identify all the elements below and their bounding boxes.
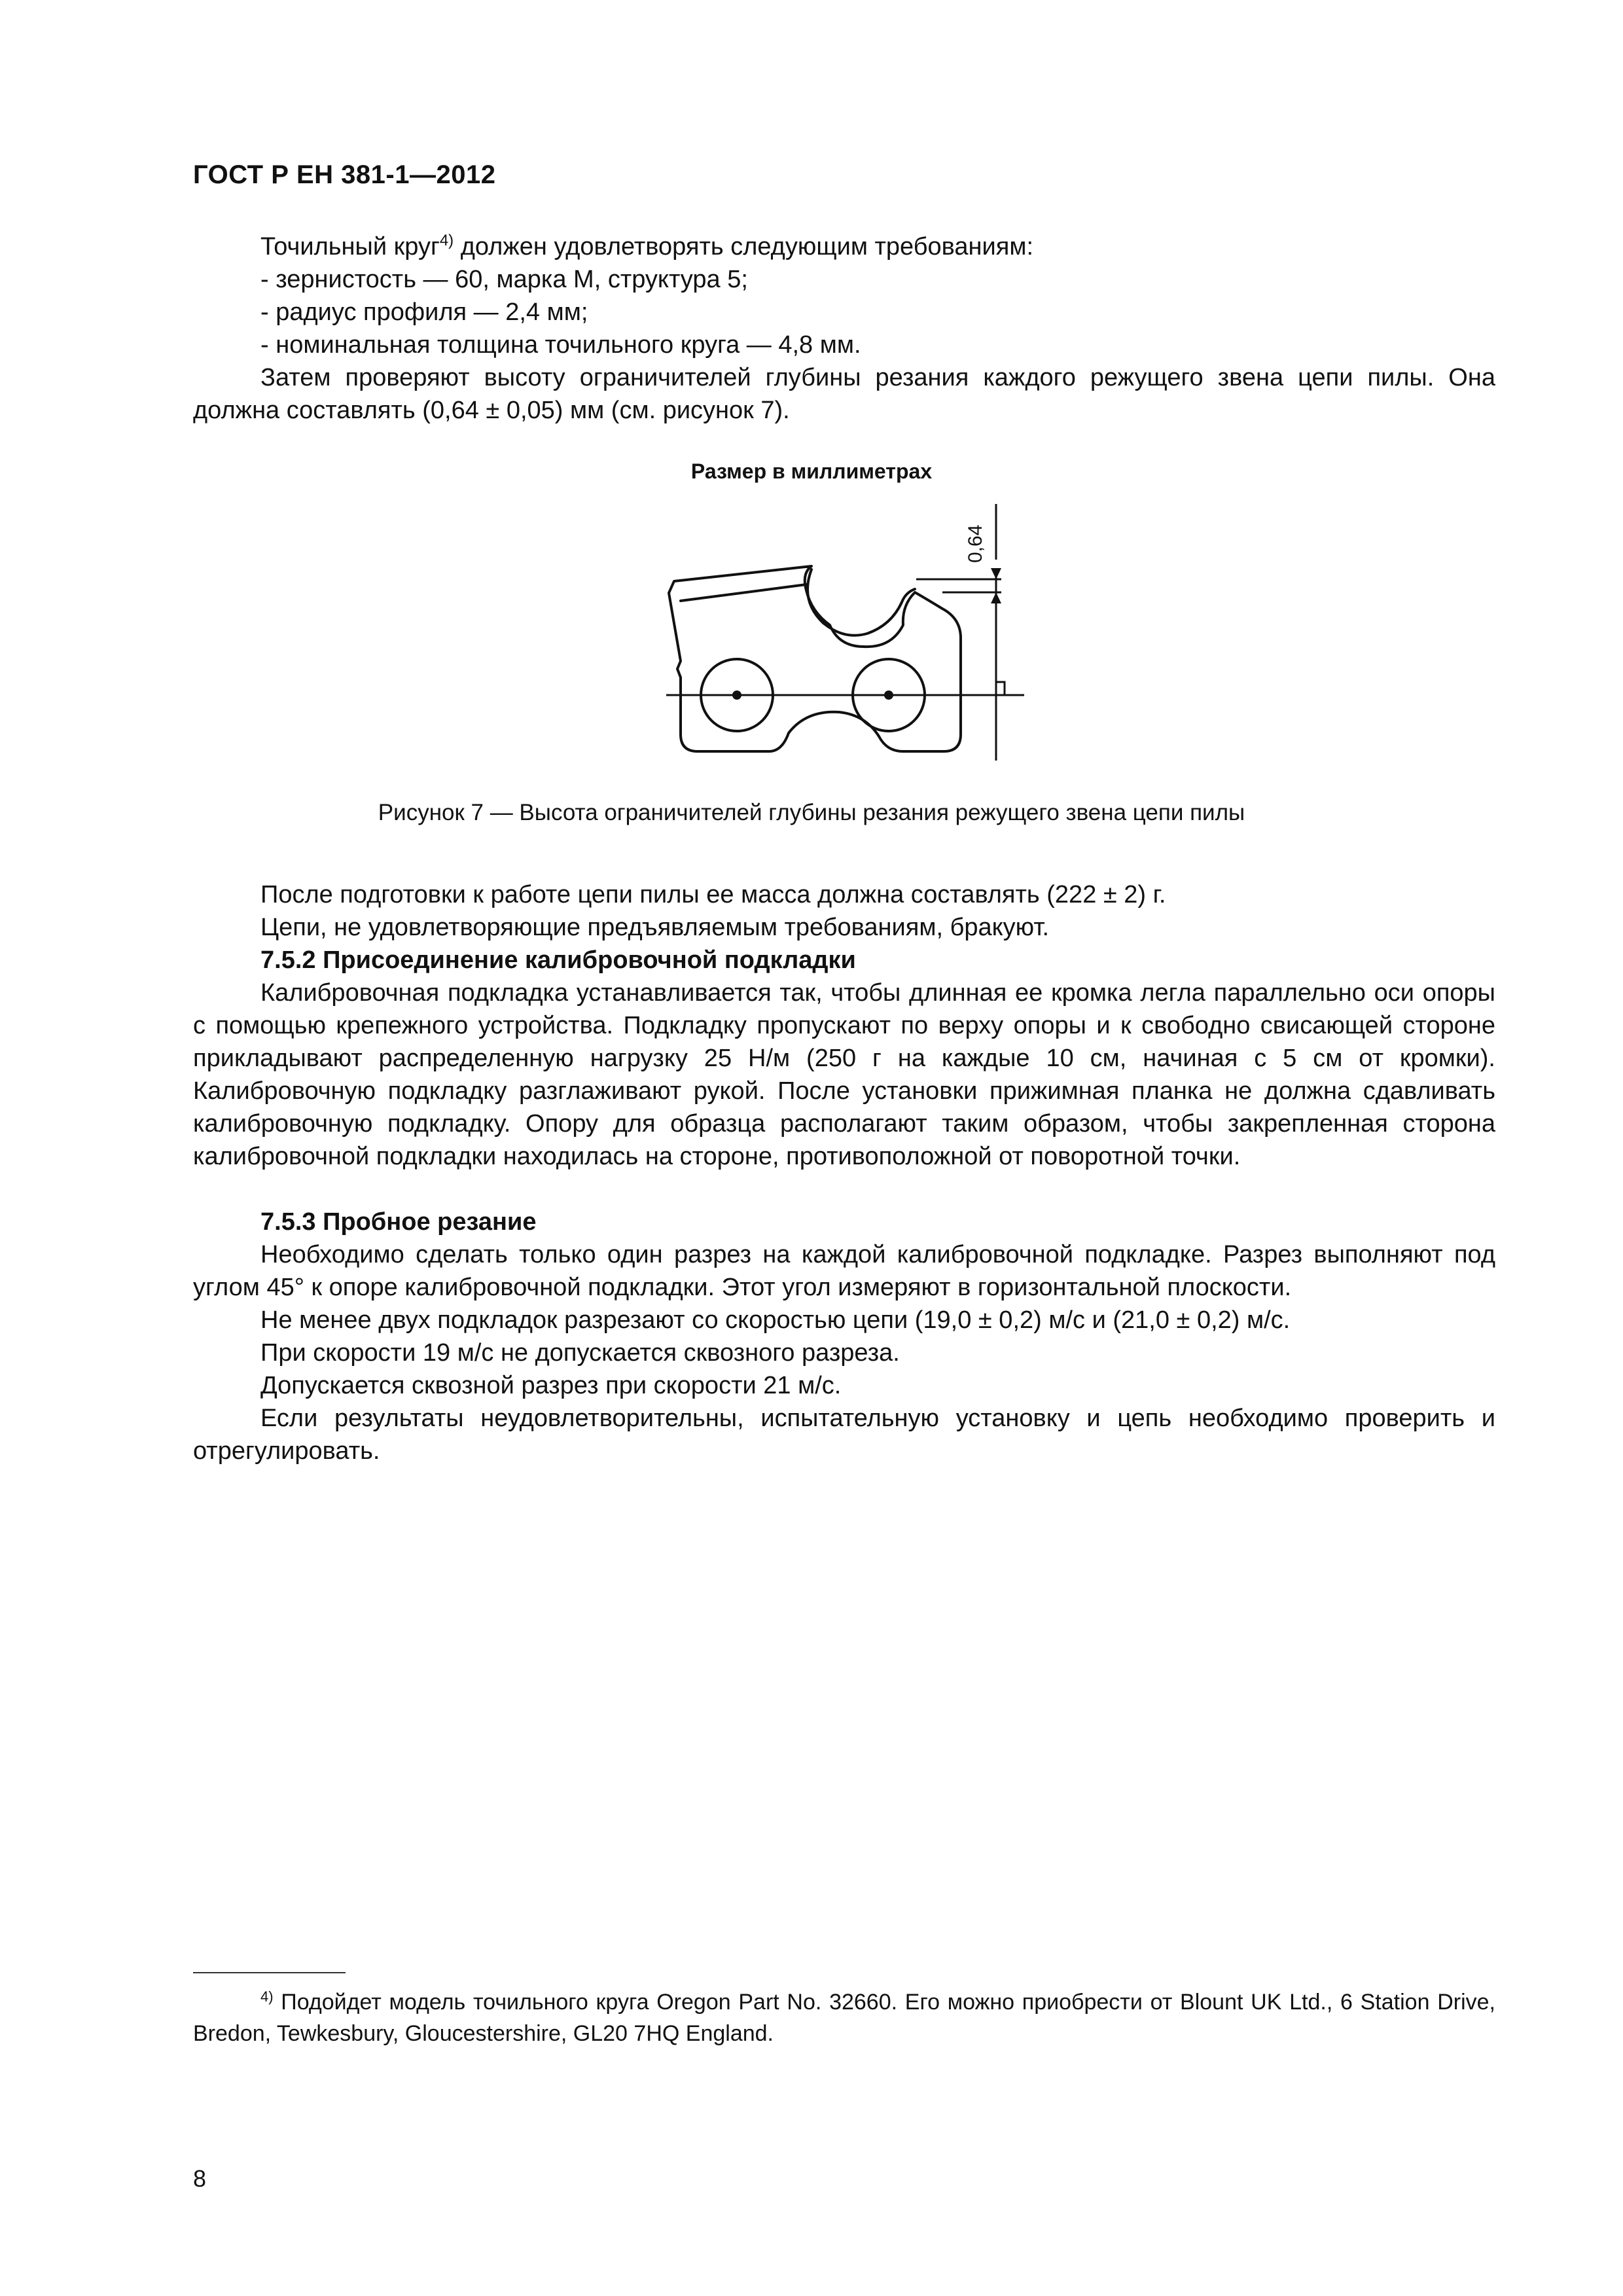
figure-dimension-note: Размер в миллиметрах (690, 459, 933, 483)
dimension-arrow-down (991, 568, 1001, 579)
paragraph-chain-mass: После подготовки к работе цепи пилы ее масса должна составлять (222 ± 2) г. (260, 881, 1166, 908)
footnote-ref: 4) (439, 232, 454, 249)
figure-caption: Рисунок 7 — Высота ограничителей глубины резания режущего звена цепи пилы (378, 800, 1245, 825)
section-heading-7-5-3: 7.5.3 Пробное резание (260, 1208, 537, 1236)
list-item-grit: - зернистость — 60, марка М, структура 5; (260, 266, 748, 293)
cutter-top-edge (681, 584, 806, 601)
section-heading-7-5-2: 7.5.2 Присоединение калибровочной подкладки (260, 946, 856, 974)
footnote (193, 1986, 1495, 2049)
text-wheel: Точильный круг (260, 233, 440, 260)
paragraph-single-cut: Необходимо сделать только один разрез на каждой калибровочной подкладке. Разрез выполняют под углом 45° к опоре калибровочной подкладки. Этот угол измеряют в горизонтальной плоскости. (193, 1241, 1495, 1301)
document-header: ГОСТ Р ЕН 381-1—2012 (193, 160, 496, 189)
dimension-label: 0,64 (965, 524, 986, 563)
figure-cutter-link (0, 0, 1623, 851)
paragraph-height-check: Затем проверяют высоту ограничителей глубины резания каждого режущего звена цепи пилы. Она должна составлять (0,64 ± 0,05) мм (см. рисунок 7). (193, 364, 1495, 424)
paragraph-calibration-pad: Калибровочная подкладка устанавливается так, чтобы длинная ее кромка легла параллельно оси опоры с помощью крепежного устройства. Подкладку пропускают по верху опоры и к свободно свисающей стороне прикладывают распределенную нагрузку 25 Н/м (250 г на каждые 10 см, начиная с 5 см от кромки). Калибровочную подкладку разглаживают рукой. После установки прижимная планка не должна сдавливать калибровочную подкладку. Опору для образца располагают таким образом, чтобы закрепленная сторона калибровочной подкладки находилась на стороне, противоположной от поворотной точки. (193, 979, 1495, 1170)
paragraph-19ms: При скорости 19 м/с не допускается сквозного разреза. (260, 1339, 900, 1367)
footnote-text: Подойдет модель точильного круга Oregon Part No. 32660. Его можно приобрести от Blount UK Ltd., 6 Station Drive, Bredon, Tewkesbury, Gloucestershire, GL20 7HQ England. (193, 1990, 1495, 2046)
footnote-separator (193, 1972, 346, 1973)
paragraph-21ms: Допускается сквозной разрез при скорости 21 м/с. (260, 1372, 842, 1399)
paragraph-chain-speed: Не менее двух подкладок разрезают со скоростью цепи (19,0 ± 0,2) м/с и (21,0 ± 0,2) м/с. (260, 1306, 1291, 1334)
text-requirements: должен удовлетворять следующим требованиям: (454, 233, 1034, 260)
link-outline (669, 566, 961, 751)
page-number: 8 (193, 2165, 207, 2192)
gullet-arc (808, 569, 915, 636)
paragraph-reject: Цепи, не удовлетворяющие предъявляемым требованиям, бракуют. (260, 914, 1050, 941)
footnote-mark: 4) (260, 1988, 274, 2005)
right-angle-mark (996, 682, 1005, 695)
paragraph-adjust: Если результаты неудовлетворительны, испытательную установку и цепь необходимо проверить и отрегулировать. (193, 1405, 1495, 1465)
dimension-arrow-up (991, 592, 1001, 603)
list-item-radius: - радиус профиля — 2,4 мм; (260, 298, 588, 326)
list-item-thickness: - номинальная толщина точильного круга — 4,8 мм. (260, 331, 861, 359)
